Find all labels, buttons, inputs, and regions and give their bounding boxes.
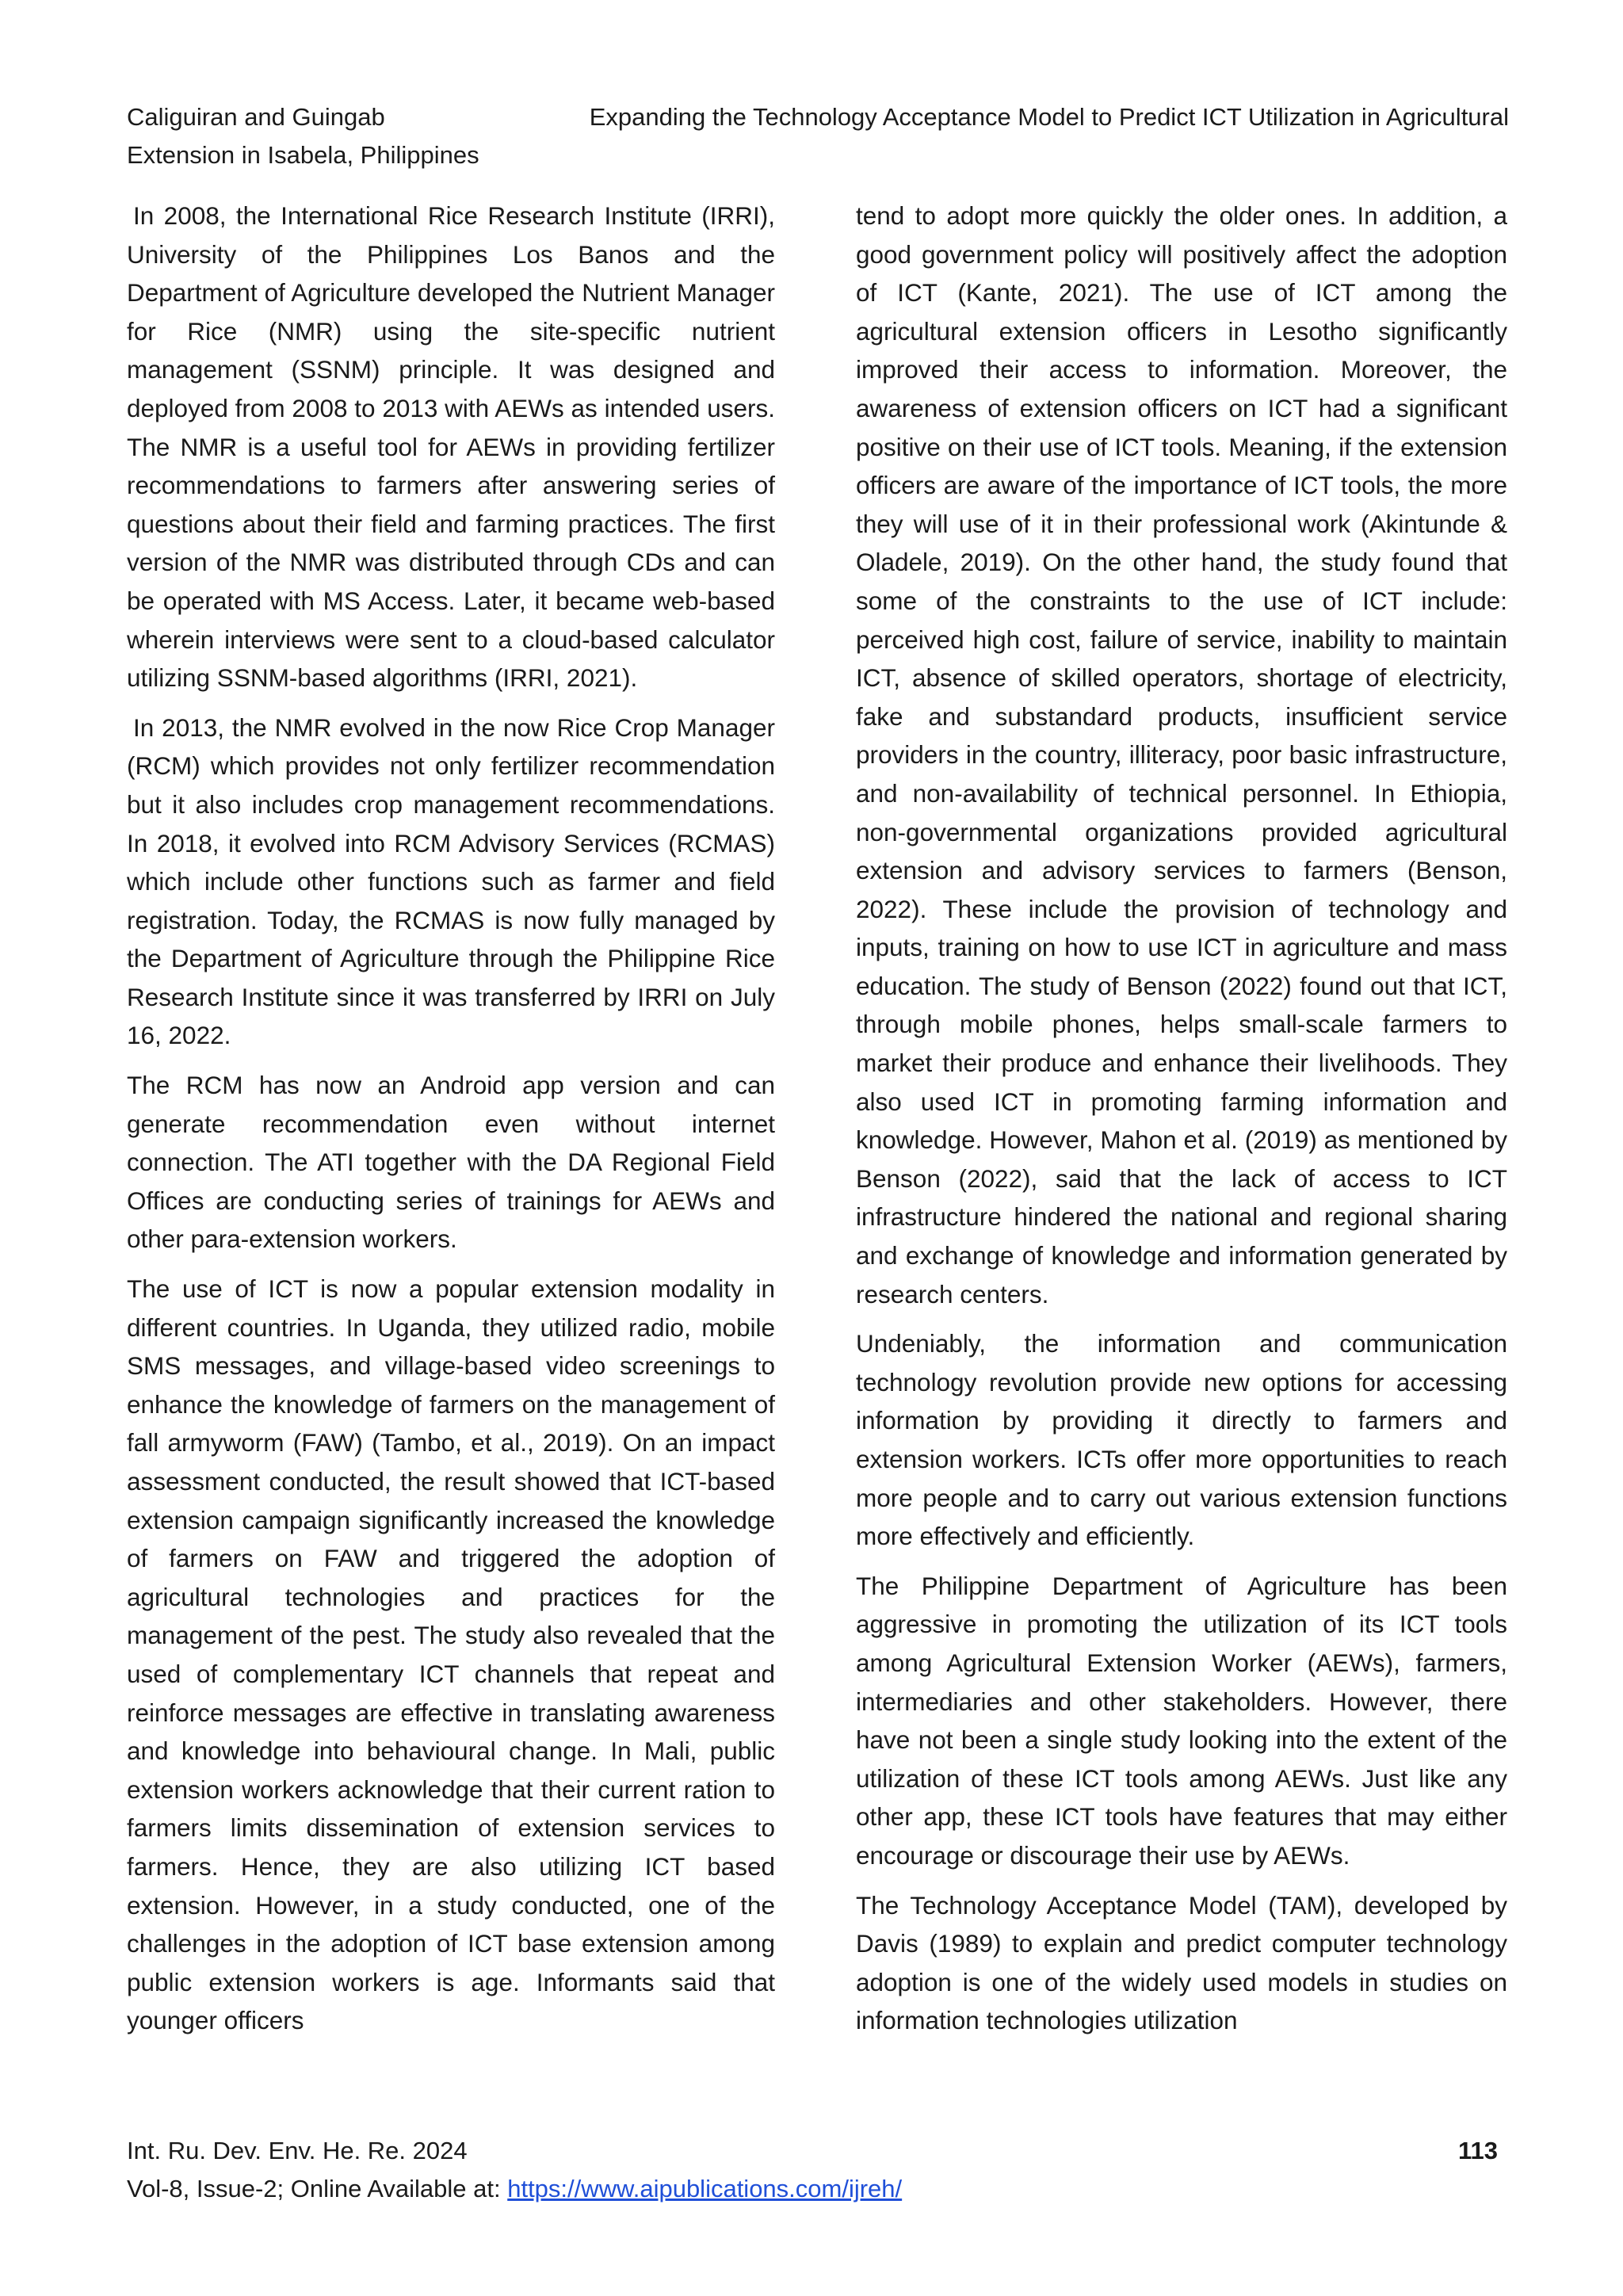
paragraph-rcm-evolution: In 2013, the NMR evolved in the now Rice Crop Manager (RCM) which provides not only fertilizer recommendation but it also includes crop management recommendations. In 2018, it evolved into RCM Advisory Services (RCMAS) which include other functions such as farmer and field registration. Today, the RCMAS is now fully managed by the Department of Agriculture through the Philippine Rice Research Institute since it was transferred by IRRI on July 16, 2022. <box>127 712 775 1050</box>
running-header-authors <box>127 98 571 174</box>
footer-journal: Int. Ru. Dev. Env. He. Re. 2024 <box>127 2137 468 2164</box>
paragraph-nmr-history: In 2008, the International Rice Research Institute (IRRI), University of the Philippines Los Banos and the Department of Agriculture developed the Nutrient Manager for Rice (NMR) using the site-specific nutrient management (SSNM) principle. It was designed and deployed from 2008 to 2013 with AEWs as intended users. The NMR is a useful tool for AEWs in providing fertilizer recommendations to farmers after answering series of questions about their field and farming practices. The first version of the NMR was distributed through CDs and can be operated with MS Access. Later, it became web-based wherein interviews were sent to a cloud-based calculator utilizing SSNM-based algorithms (IRRI, 2021). <box>127 201 775 693</box>
paragraph-ict-adoption-factors: tend to adopt more quickly the older ones. In addition, a good government policy will positively affect the adoption of ICT (Kante, 2021). The use of ICT among the agricultural extension officers in Lesotho significantly improved their access to information. Moreover, the awareness of extension officers on ICT had a significant positive on their use of ICT tools. Meaning, if the extension officers are aware of the importance of ICT tools, the more they will use of it in their professional work (Akintunde & Oladele, 2019). On the other hand, the study found that some of the constraints to the use of ICT include: perceived high cost, failure of service, inability to maintain ICT, absence of skilled operators, shortage of electricity, fake and substandard products, insufficient service providers in the country, illiteracy, poor basic infrastructure, and non-availability of technical personnel. In Ethiopia, non-governmental organizations provided agricultural extension and advisory services to farmers (Benson, 2022). These include the provision of technology and inputs, training on how to use ICT in agriculture and mass education. The study of Benson (2022) found out that ICT, through mobile phones, helps small-scale farmers to market their produce and enhance their livelihoods. They also used ICT in promoting farming information and knowledge. However, Mahon et al. (2019) as mentioned by Benson (2022), said that the lack of access to ICT infrastructure hindered the national and regional sharing and exchange of knowledge and information generated by research centers. <box>856 201 1507 1308</box>
footer-issue-prefix: Vol-8, Issue-2; Online Available at: <box>127 2175 508 2202</box>
header-title: Expanding the Technology Acceptance Model to Predict ICT Utilization in Agricultural <box>589 103 1509 131</box>
paragraph-rcm-android: The RCM has now an Android app version and can generate recommendation even without internet connection. The ATI together with the DA Regional Field Offices are conducting series of trainings for AEWs and other para-extension workers. <box>127 1071 775 1254</box>
paragraph-ict-extension-modality: The use of ICT is now a popular extension modality in different countries. In Uganda, they utilized radio, mobile SMS messages, and village-based video screenings to enhance the knowledge of farmers on the management of fall armyworm (FAW) (Tambo, et al., 2019). On an impact assessment conducted, the result showed that ICT-based extension campaign significantly increased the knowledge of farmers on FAW and triggered the adoption of agricultural technologies and practices for the management of the pest. The study also revealed that the used of complementary ICT channels that repeat and reinforce messages are effective in translating awareness and knowledge into behavioural change. In Mali, public extension workers acknowledge that their current ration to farmers limits dissemination of extension services to farmers. Hence, they are also utilizing ICT based extension. However, in a study conducted, one of the challenges in the adoption of ICT base extension among public extension workers is age. Informants said that younger officers <box>127 1274 775 2035</box>
journal-url-link[interactable]: https://www.aipublications.com/ijreh/ <box>507 2175 903 2202</box>
header-title-continuation: Extension in Isabela, Philippines <box>127 141 479 169</box>
paragraph-da-ict-promotion: The Philippine Department of Agriculture has been aggressive in promoting the utilization of its ICT tools among Agricultural Extension Worker (AEWs), farmers, intermediaries and other stakeholders. However, there have not been a single study looking into the extent of the utilization of these ICT tools among AEWs. Just like any other app, these ICT tools have features that may either encourage or discourage their use by AEWs. <box>856 1571 1507 1870</box>
paragraph-tam-intro: The Technology Acceptance Model (TAM), developed by Davis (1989) to explain and predict computer technology adoption is one of the widely used models in studies on information technologies utilization <box>856 1890 1507 2035</box>
header-authors: Caliguiran and Guingab <box>127 103 385 131</box>
footer <box>127 2132 902 2208</box>
footer-issue-line <box>127 2170 902 2208</box>
paragraph-ict-revolution: Undeniably, the information and communication technology revolution provide new options for accessing information by providing it directly to farmers and extension workers. ICTs offer more opportunities to reach more people and to carry out various extension functions more effectively and efficiently. <box>856 1329 1507 1551</box>
right-column <box>856 197 1507 2051</box>
page-number: 113 <box>1457 2137 1498 2164</box>
left-column <box>127 197 775 2051</box>
